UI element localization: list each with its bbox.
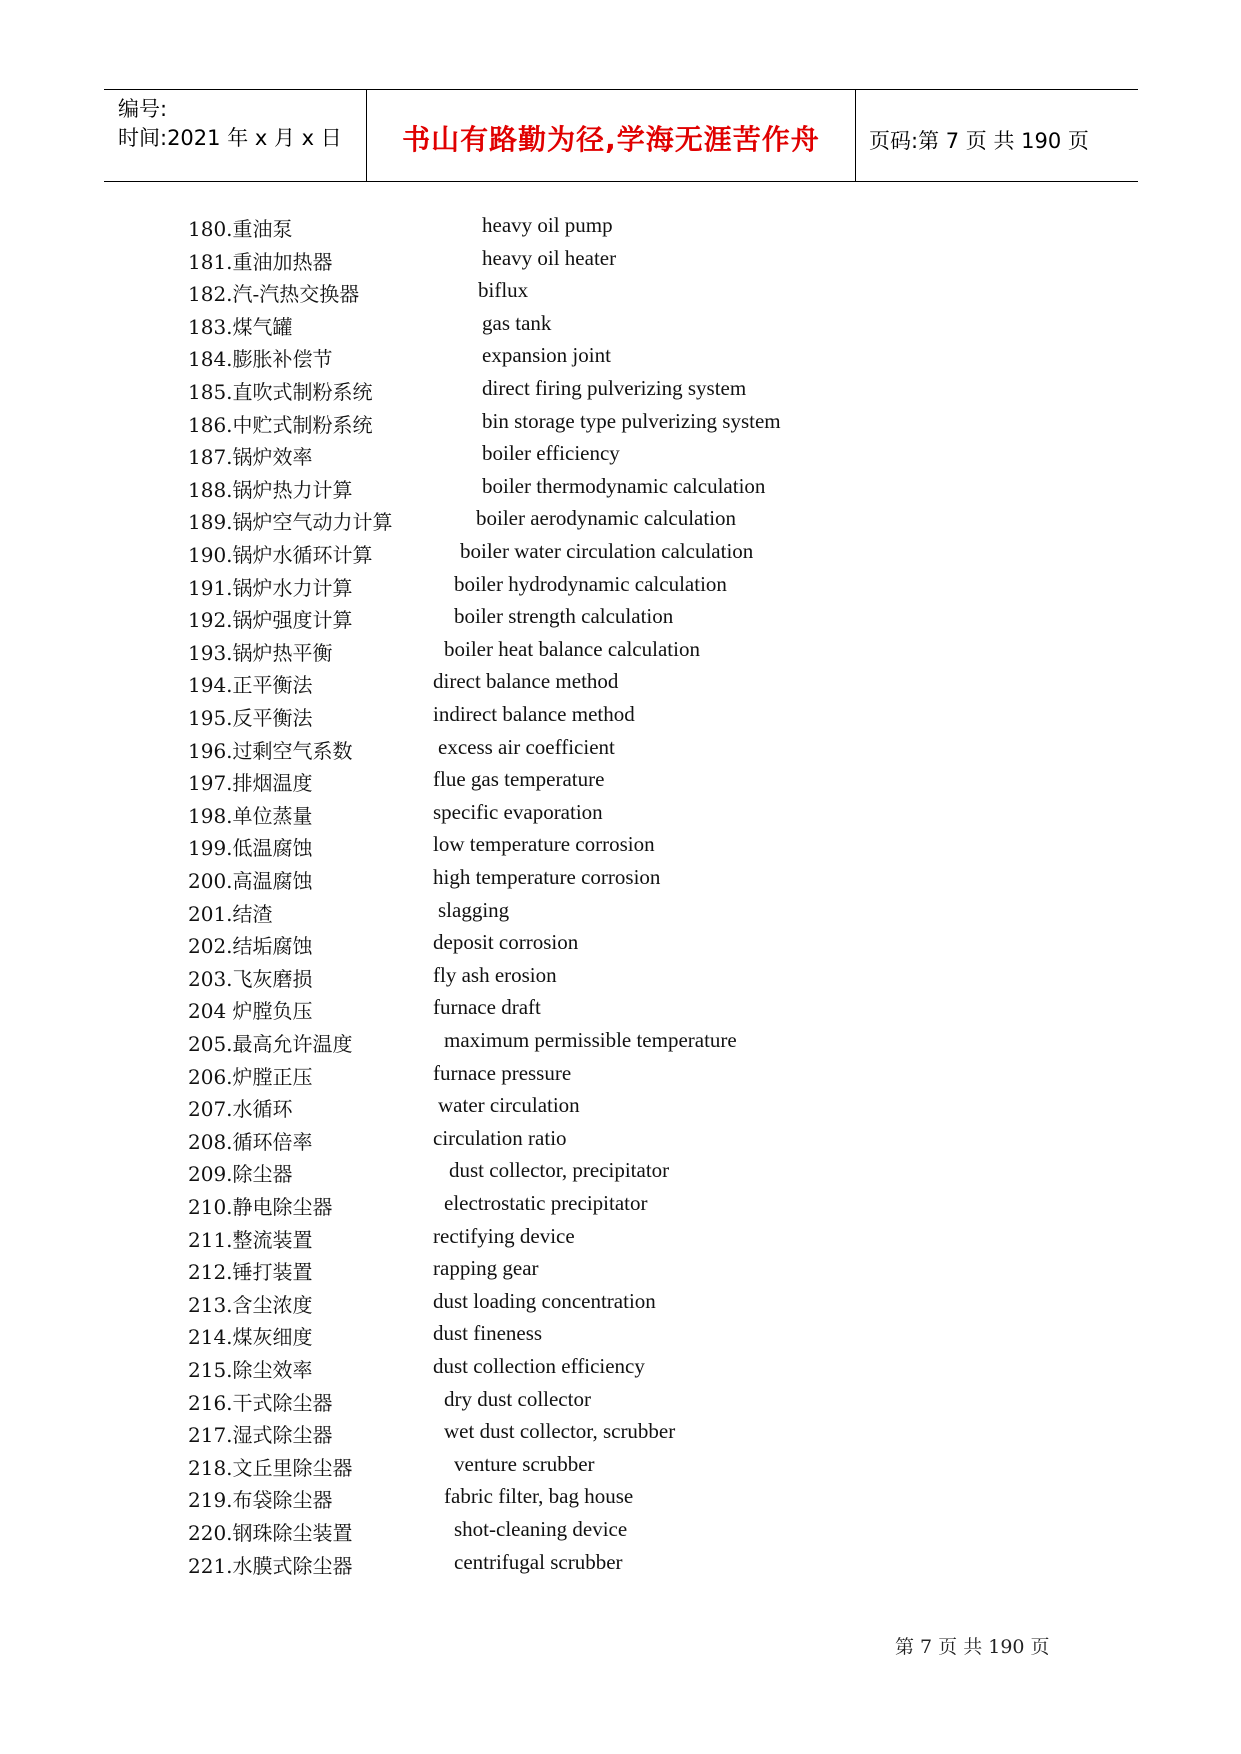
entry-chinese-term: 221.水膜式除尘器 [188, 1553, 353, 1578]
entry-chinese-term: 219.布袋除尘器 [188, 1488, 333, 1513]
glossary-entry [0, 409, 1241, 439]
entry-english-term: expansion joint [482, 343, 611, 368]
glossary-entry [0, 1484, 1241, 1514]
entry-english-term: furnace draft [433, 995, 541, 1020]
entry-english-term: flue gas temperature [433, 767, 605, 792]
glossary-entry [0, 213, 1241, 243]
glossary-entry [0, 1321, 1241, 1351]
header-left-cell [104, 90, 367, 181]
entry-english-term: shot-cleaning device [454, 1517, 628, 1541]
entry-chinese-term: 206.炉膛正压 [188, 1064, 313, 1089]
glossary-entry [0, 930, 1241, 960]
entry-chinese-term: 197.排烟温度 [188, 771, 313, 796]
entry-chinese-term: 209.除尘器 [188, 1162, 293, 1187]
glossary-entry [0, 1387, 1241, 1417]
glossary-entry [0, 441, 1241, 471]
glossary-entry [0, 1093, 1241, 1123]
entry-english-term: rectifying device [433, 1223, 575, 1248]
entry-chinese-term: 217.湿式除尘器 [188, 1423, 333, 1448]
entry-chinese-term: 196.过剩空气系数 [188, 738, 353, 763]
entry-english-term: dust fineness [433, 1321, 543, 1346]
glossary-entry [0, 832, 1241, 862]
glossary-entry [0, 1224, 1241, 1254]
entry-english-term: furnace pressure [433, 1060, 572, 1085]
entry-chinese-term: 204 炉膛负压 [188, 999, 313, 1024]
entry-english-term: boiler heat balance calculation [444, 636, 700, 661]
glossary-entry [0, 865, 1241, 895]
glossary-entry [0, 1550, 1241, 1580]
entry-chinese-term: 192.锅炉强度计算 [188, 608, 353, 633]
document-header [104, 89, 1138, 182]
entry-chinese-term: 208.循环倍率 [188, 1129, 313, 1154]
entry-english-term: boiler thermodynamic calculation [482, 473, 766, 498]
header-page-info: 页码:第 7 页 共 190 页 [869, 129, 1089, 153]
glossary-entry [0, 800, 1241, 830]
glossary-entry [0, 246, 1241, 276]
entry-english-term: dust loading concentration [433, 1288, 656, 1313]
entry-english-term: indirect balance method [433, 702, 635, 726]
glossary-entry [0, 995, 1241, 1025]
entry-english-term: centrifugal scrubber [454, 1549, 623, 1574]
entry-english-term: electrostatic precipitator [444, 1191, 648, 1215]
document-number-label: 编号: [118, 97, 168, 121]
glossary-entry [0, 1517, 1241, 1547]
entry-chinese-term: 184.膨胀补偿节 [188, 347, 333, 372]
entry-chinese-term: 198.单位蒸量 [188, 803, 313, 828]
entry-chinese-term: 199.低温腐蚀 [188, 836, 313, 861]
entry-chinese-term: 205.最高允许温度 [188, 1032, 353, 1056]
entry-english-term: slagging [438, 897, 510, 922]
entry-english-term: circulation ratio [433, 1125, 567, 1150]
glossary-entry [0, 474, 1241, 504]
entry-english-term: boiler strength calculation [454, 604, 674, 629]
glossary-entry [0, 637, 1241, 667]
glossary-entry [0, 1256, 1241, 1286]
entry-english-term: dust collection efficiency [433, 1354, 645, 1378]
entry-chinese-term: 186.中贮式制粉系统 [188, 412, 373, 437]
entry-chinese-term: 214.煤灰细度 [188, 1325, 313, 1350]
entry-english-term: deposit corrosion [433, 930, 579, 955]
glossary-entry [0, 1419, 1241, 1449]
entry-english-term: specific evaporation [433, 799, 603, 824]
glossary-entry [0, 343, 1241, 373]
entry-chinese-term: 220.钢珠除尘装置 [188, 1521, 353, 1545]
entry-chinese-term: 191.锅炉水力计算 [188, 575, 353, 600]
header-middle-cell [367, 90, 856, 181]
glossary-entry [0, 604, 1241, 634]
glossary-entry [0, 278, 1241, 308]
entry-english-term: biflux [478, 278, 529, 303]
entry-chinese-term: 211.整流装置 [188, 1227, 313, 1252]
entry-english-term: venture scrubber [454, 1451, 595, 1476]
entry-english-term: bin storage type pulverizing system [482, 408, 781, 433]
entry-english-term: fly ash erosion [433, 962, 557, 987]
entry-chinese-term: 202.结垢腐蚀 [188, 934, 313, 959]
entry-english-term: dust collector, precipitator [449, 1158, 670, 1183]
glossary-entry [0, 376, 1241, 406]
entry-english-term: boiler water circulation calculation [460, 539, 754, 563]
glossary-entry [0, 963, 1241, 993]
document-time-label: 时间:2021 年 x 月 x 日 [118, 126, 342, 150]
entry-chinese-term: 188.锅炉热力计算 [188, 477, 353, 502]
glossary-entry [0, 1452, 1241, 1482]
entry-english-term: boiler hydrodynamic calculation [454, 571, 727, 596]
entry-chinese-term: 212.锤打装置 [188, 1260, 313, 1285]
glossary-entry [0, 572, 1241, 602]
page-footer: 第 7 页 共 190 页 [895, 1636, 1050, 1658]
entry-chinese-term: 180.重油泵 [188, 217, 293, 241]
entry-chinese-term: 210.静电除尘器 [188, 1195, 333, 1219]
entry-chinese-term: 201.结渣 [188, 901, 273, 926]
entry-english-term: excess air coefficient [438, 734, 615, 759]
entry-chinese-term: 185.直吹式制粉系统 [188, 380, 373, 404]
entry-chinese-term: 203.飞灰磨损 [188, 966, 313, 991]
glossary-entry [0, 1158, 1241, 1188]
entry-chinese-term: 189.锅炉空气动力计算 [188, 510, 393, 535]
glossary-entry [0, 1289, 1241, 1319]
entry-english-term: water circulation [438, 1093, 580, 1118]
header-motto: 书山有路勤为径,学海无涯苦作舟 [402, 123, 820, 156]
entry-english-term: direct firing pulverizing system [482, 376, 747, 400]
glossary-entry [0, 898, 1241, 928]
entry-english-term: high temperature corrosion [433, 865, 661, 889]
entry-chinese-term: 183.煤气罐 [188, 314, 293, 339]
glossary-entry [0, 311, 1241, 341]
glossary-entry [0, 669, 1241, 699]
glossary-entry [0, 767, 1241, 797]
glossary-entry [0, 1354, 1241, 1384]
entry-english-term: wet dust collector, scrubber [444, 1419, 676, 1444]
entry-english-term: maximum permissible temperature [444, 1028, 737, 1052]
entry-english-term: boiler efficiency [482, 441, 620, 466]
entry-chinese-term: 216.干式除尘器 [188, 1390, 333, 1415]
entry-chinese-term: 195.反平衡法 [188, 706, 313, 730]
entry-chinese-term: 207.水循环 [188, 1097, 293, 1122]
entry-chinese-term: 215.除尘效率 [188, 1358, 313, 1382]
header-right-cell [856, 90, 1138, 181]
glossary-entry [0, 539, 1241, 569]
entry-chinese-term: 213.含尘浓度 [188, 1292, 313, 1317]
entry-chinese-term: 194.正平衡法 [188, 673, 313, 698]
entry-english-term: direct balance method [433, 669, 619, 694]
entry-english-term: heavy oil heater [482, 245, 617, 270]
entry-english-term: boiler aerodynamic calculation [476, 506, 737, 531]
entry-chinese-term: 190.锅炉水循环计算 [188, 543, 373, 567]
entry-english-term: gas tank [482, 310, 552, 335]
entry-english-term: low temperature corrosion [433, 832, 655, 857]
entry-english-term: rapping gear [433, 1256, 539, 1281]
glossary-entry [0, 1028, 1241, 1058]
glossary-entry [0, 1191, 1241, 1221]
entry-chinese-term: 200.高温腐蚀 [188, 869, 313, 893]
glossary-entry [0, 1061, 1241, 1091]
glossary-entry [0, 506, 1241, 536]
entry-chinese-term: 187.锅炉效率 [188, 445, 313, 470]
entry-chinese-term: 182.汽-汽热交换器 [188, 282, 360, 307]
entry-chinese-term: 218.文丘里除尘器 [188, 1455, 353, 1480]
entry-english-term: fabric filter, bag house [444, 1484, 634, 1509]
entry-english-term: dry dust collector [444, 1386, 591, 1411]
entry-chinese-term: 193.锅炉热平衡 [188, 640, 333, 665]
glossary-entry [0, 735, 1241, 765]
entry-english-term: heavy oil pump [482, 213, 613, 237]
entry-chinese-term: 181.重油加热器 [188, 249, 333, 274]
glossary-entry [0, 1126, 1241, 1156]
glossary-entry [0, 702, 1241, 732]
